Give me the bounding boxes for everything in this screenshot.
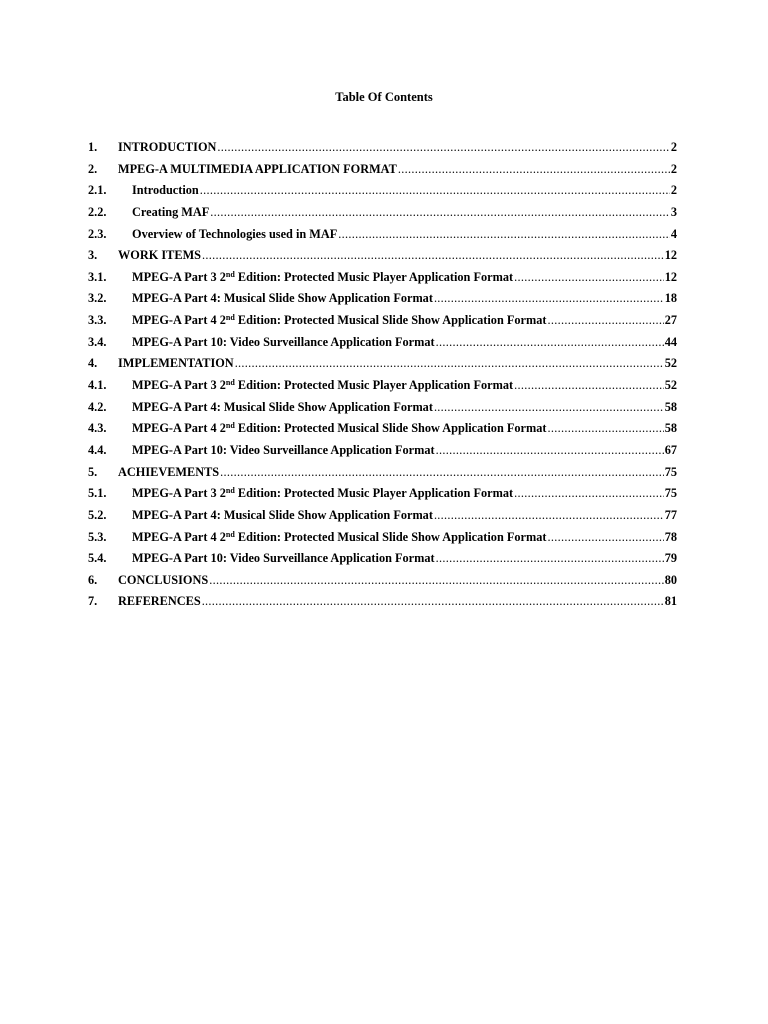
toc-title: Table Of Contents: [335, 90, 433, 104]
toc-entry-title-text: Creating MAF: [132, 204, 210, 219]
toc-entry-title-text: Overview of Technologies used in MAF: [132, 226, 338, 241]
toc-entry-number: 2.1.: [88, 183, 107, 198]
toc-entry-page-number: 58: [664, 421, 677, 436]
toc-entry-title-text: MPEG-A Part 4: Musical Slide Show Application Format: [132, 291, 433, 306]
toc-entry-title: [118, 248, 201, 263]
toc-entry[interactable]: [88, 465, 677, 487]
toc-entry-number: 3.3.: [88, 313, 107, 328]
toc-entry-page-number: 12: [664, 248, 677, 263]
toc-entry-number: 3.1.: [88, 269, 107, 284]
toc-entry[interactable]: [88, 443, 677, 465]
toc-entry-number: 6.: [88, 572, 98, 587]
toc-entry-title-superscript: nd: [225, 313, 235, 323]
toc-entry-title: [132, 313, 546, 328]
toc-entry[interactable]: [88, 140, 677, 162]
toc-dot-leader: [434, 400, 664, 415]
toc-entry-number: 2.: [88, 161, 98, 176]
toc-dot-leader: [235, 356, 664, 371]
toc-entry[interactable]: [88, 270, 677, 292]
toc-entry-title-text: MPEG-A Part 3 2: [132, 486, 226, 501]
toc-entry-title-suffix: Edition: Protected Musical Slide Show Application Format: [234, 313, 547, 328]
toc-entry-title-text: IMPLEMENTATION: [118, 356, 234, 371]
toc-entry-number: 5.3.: [88, 529, 107, 544]
toc-entry-title: [132, 508, 433, 523]
toc-entry-title-text: MPEG-A Part 10: Video Surveillance Application Format: [132, 442, 435, 457]
toc-entry-title: [132, 183, 199, 198]
toc-entry-page-number: 75: [664, 464, 677, 479]
toc-entry[interactable]: [88, 291, 677, 313]
toc-entry-page-number: 67: [664, 442, 677, 457]
toc-entry-title-text: MPEG-A MULTIMEDIA APPLICATION FORMAT: [118, 161, 397, 176]
toc-dot-leader: [209, 573, 664, 588]
toc-dot-leader: [220, 465, 664, 480]
toc-entry-number: 4.2.: [88, 399, 107, 414]
toc-entry-title-text: ACHIEVEMENTS: [118, 464, 220, 479]
toc-dot-leader: [434, 291, 664, 306]
toc-entry-title-text: MPEG-A Part 3 2: [132, 269, 226, 284]
toc-entry-number: 3.2.: [88, 291, 107, 306]
toc-entry-number: 5.4.: [88, 551, 107, 566]
toc-dot-leader: [514, 270, 664, 285]
toc-entry-title: [132, 443, 435, 458]
toc-dot-leader: [547, 313, 663, 328]
toc-entry[interactable]: [88, 421, 677, 443]
toc-entry-title: [132, 335, 435, 350]
toc-entry-title-text: MPEG-A Part 4: Musical Slide Show Application Format: [132, 399, 433, 414]
toc-entry-title: [118, 594, 201, 609]
toc-entry-title: [118, 356, 234, 371]
toc-entry-number: 4.3.: [88, 421, 107, 436]
toc-list: [88, 140, 677, 616]
toc-entry-title-suffix: Edition: Protected Music Player Application Format: [234, 486, 514, 501]
toc-dot-leader: [210, 205, 670, 220]
toc-entry-title-superscript: nd: [225, 529, 235, 539]
toc-entry[interactable]: [88, 486, 677, 508]
toc-entry-title: [132, 227, 337, 242]
toc-dot-leader: [436, 335, 664, 350]
toc-entry-page-number: 80: [664, 572, 677, 587]
toc-entry-title-superscript: nd: [225, 421, 235, 431]
toc-entry-title-text: MPEG-A Part 4: Musical Slide Show Application Format: [132, 507, 433, 522]
toc-entry-page-number: 44: [664, 334, 677, 349]
toc-dot-leader: [202, 594, 664, 609]
toc-entry-title-text: Introduction: [132, 183, 199, 198]
toc-entry[interactable]: [88, 248, 677, 270]
toc-entry-page-number: 2: [670, 161, 677, 176]
toc-entry[interactable]: [88, 594, 677, 616]
toc-dot-leader: [200, 183, 670, 198]
toc-dot-leader: [398, 162, 670, 177]
toc-entry-title: [132, 421, 546, 436]
toc-entry[interactable]: [88, 551, 677, 573]
toc-entry[interactable]: [88, 205, 677, 227]
toc-entry-title-text: REFERENCES: [118, 594, 201, 609]
toc-entry-number: 3.4.: [88, 334, 107, 349]
toc-entry[interactable]: [88, 400, 677, 422]
toc-entry-number: 2.3.: [88, 226, 107, 241]
toc-entry-title-suffix: Edition: Protected Musical Slide Show Application Format: [234, 421, 547, 436]
toc-entry[interactable]: [88, 162, 677, 184]
toc-dot-leader: [338, 227, 670, 242]
toc-entry-number: 5.1.: [88, 486, 107, 501]
toc-entry-title-text: MPEG-A Part 4 2: [132, 313, 226, 328]
toc-entry-page-number: 52: [664, 356, 677, 371]
toc-entry-title: [118, 573, 208, 588]
toc-entry[interactable]: [88, 356, 677, 378]
toc-entry-title: [132, 400, 433, 415]
toc-dot-leader: [514, 378, 664, 393]
toc-entry-page-number: 2: [670, 140, 677, 154]
toc-entry-title-superscript: nd: [225, 269, 235, 279]
toc-dot-leader: [436, 551, 664, 566]
toc-dot-leader: [547, 530, 663, 545]
toc-entry-number: 5.2.: [88, 507, 107, 522]
toc-entry-page-number: 4: [670, 226, 677, 241]
toc-entry[interactable]: [88, 573, 677, 595]
toc-dot-leader: [436, 443, 664, 458]
toc-entry-page-number: 52: [664, 378, 677, 393]
toc-entry-title-text: INTRODUCTION: [118, 140, 217, 154]
toc-entry-number: 4.4.: [88, 442, 107, 457]
toc-entry-number: 5.: [88, 464, 98, 479]
toc-entry-title: [132, 551, 435, 566]
toc-entry-page-number: 77: [664, 507, 677, 522]
toc-entry-title-text: MPEG-A Part 4 2: [132, 421, 226, 436]
toc-entry-number: 3.: [88, 248, 98, 263]
toc-entry-page-number: 79: [664, 551, 677, 566]
toc-entry-title: [118, 465, 219, 480]
toc-entry-page-number: 12: [664, 269, 677, 284]
toc-entry-title: [132, 530, 546, 545]
toc-entry[interactable]: [88, 378, 677, 400]
toc-dot-leader: [514, 486, 664, 501]
toc-entry-number: 2.2.: [88, 204, 107, 219]
toc-entry-title-text: WORK ITEMS: [118, 248, 202, 263]
toc-entry-page-number: 27: [664, 313, 677, 328]
toc-entry-page-number: 81: [664, 594, 677, 609]
toc-entry[interactable]: [88, 530, 677, 552]
toc-entry-page-number: 2: [670, 183, 677, 198]
toc-entry-title-suffix: Edition: Protected Music Player Application Format: [234, 269, 514, 284]
toc-entry-number: 1.: [88, 140, 98, 154]
toc-entry[interactable]: [88, 313, 677, 335]
toc-entry-number: 7.: [88, 594, 98, 609]
toc-entry-title: [132, 486, 513, 501]
toc-entry-page-number: 75: [664, 486, 677, 501]
toc-entry-title-text: MPEG-A Part 10: Video Surveillance Application Format: [132, 551, 435, 566]
toc-entry-title-suffix: Edition: Protected Music Player Application Format: [234, 378, 514, 393]
toc-entry-title-text: MPEG-A Part 3 2: [132, 378, 226, 393]
toc-dot-leader: [547, 421, 663, 436]
toc-entry-page-number: 78: [664, 529, 677, 544]
toc-entry-title-superscript: nd: [225, 486, 235, 496]
toc-entry[interactable]: [88, 227, 677, 249]
toc-entry-page-number: 3: [670, 204, 677, 219]
toc-dot-leader: [202, 248, 664, 263]
toc-entry-number: 4.: [88, 356, 98, 371]
toc-entry-title: [118, 140, 216, 155]
toc-entry[interactable]: [88, 335, 677, 357]
toc-entry-title: [132, 205, 209, 220]
toc-entry-title-text: MPEG-A Part 10: Video Surveillance Application Format: [132, 334, 435, 349]
toc-entry-title: [132, 291, 433, 306]
toc-entry-title-suffix: Edition: Protected Musical Slide Show Application Format: [234, 529, 547, 544]
toc-entry-title-superscript: nd: [225, 378, 235, 388]
toc-entry-number: 4.1.: [88, 378, 107, 393]
toc-entry-title-text: CONCLUSIONS: [118, 572, 209, 587]
toc-dot-leader: [217, 140, 669, 155]
toc-entry-title: [132, 270, 513, 285]
toc-entry-title: [132, 378, 513, 393]
toc-dot-leader: [434, 508, 664, 523]
toc-entry-title: [118, 162, 397, 177]
toc-entry[interactable]: [88, 183, 677, 205]
toc-entry-title-text: MPEG-A Part 4 2: [132, 529, 226, 544]
toc-entry-page-number: 18: [664, 291, 677, 306]
toc-entry[interactable]: [88, 508, 677, 530]
toc-entry-page-number: 58: [664, 399, 677, 414]
